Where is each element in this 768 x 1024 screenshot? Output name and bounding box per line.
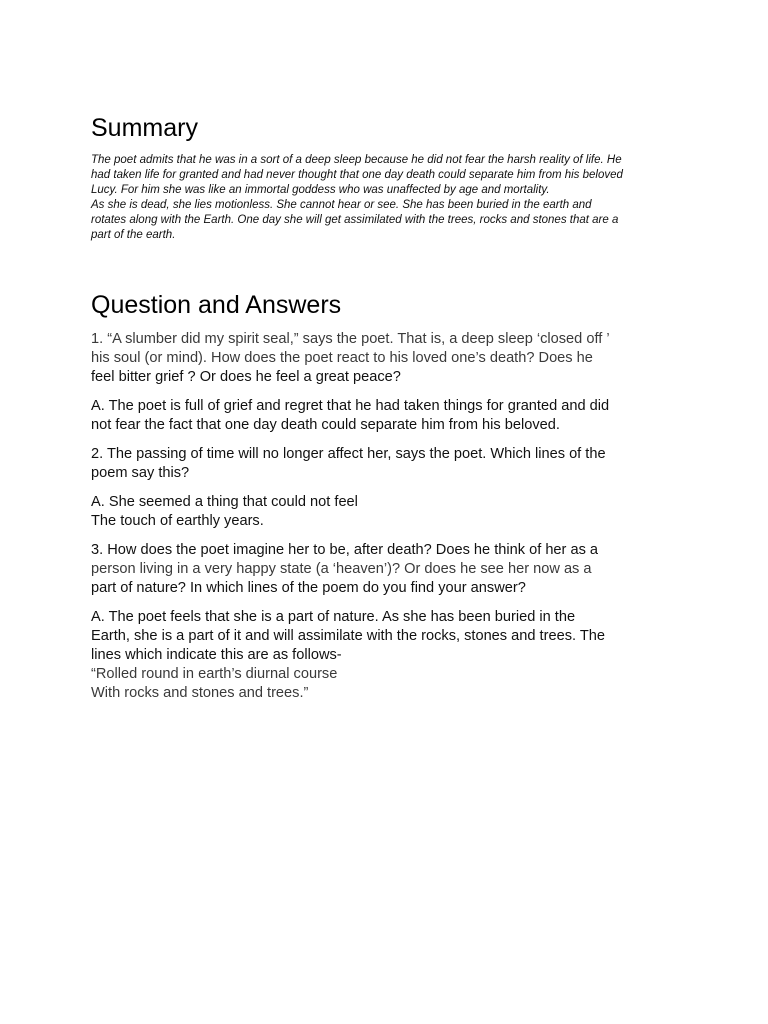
answer-1-line: not fear the fact that one day death could separate him from his beloved. bbox=[91, 417, 560, 433]
question-3-line: person living in a very happy state (a ‘heaven’)? Or does he see her now as a bbox=[91, 561, 592, 577]
question-3-line: 3. How does the poet imagine her to be, after death? Does he think of her as a bbox=[91, 542, 599, 558]
question-2 bbox=[91, 445, 681, 483]
question-2-line: 2. The passing of time will no longer affect her, says the poet. Which lines of the bbox=[91, 446, 606, 462]
answer-3-quote-line: “Rolled round in earth’s diurnal course bbox=[91, 666, 338, 682]
summary-line: part of the earth. bbox=[91, 229, 176, 241]
summary-heading: Summary bbox=[91, 114, 198, 142]
answer-1-line: A. The poet is full of grief and regret that he had taken things for granted and did bbox=[91, 398, 610, 414]
question-1-line: feel bitter grief ? Or does he feel a great peace? bbox=[91, 369, 401, 385]
answer-1 bbox=[91, 397, 681, 435]
summary-line: had taken life for granted and had never thought that one day death could separate him from his beloved bbox=[91, 169, 623, 181]
question-3 bbox=[91, 541, 681, 598]
summary-paragraph bbox=[91, 153, 681, 243]
answer-2 bbox=[91, 493, 681, 531]
answer-3-line: lines which indicate this are as follows- bbox=[91, 647, 342, 663]
answer-3 bbox=[91, 608, 681, 703]
question-3-line: part of nature? In which lines of the poem do you find your answer? bbox=[91, 580, 526, 596]
document-page bbox=[91, 112, 681, 713]
question-2-line: poem say this? bbox=[91, 465, 190, 481]
answer-3-quote-line: With rocks and stones and trees.” bbox=[91, 685, 309, 701]
question-1-line: 1. “A slumber did my spirit seal,” says the poet. That is, a deep sleep ‘closed off ’ bbox=[91, 331, 610, 347]
answer-2-line: The touch of earthly years. bbox=[91, 513, 264, 529]
answer-2-line: A. She seemed a thing that could not feel bbox=[91, 494, 358, 510]
answer-3-line: A. The poet feels that she is a part of nature. As she has been buried in the bbox=[91, 609, 576, 625]
summary-line: As she is dead, she lies motionless. She cannot hear or see. She has been buried in the earth and bbox=[91, 199, 592, 211]
answer-3-line: Earth, she is a part of it and will assimilate with the rocks, stones and trees. The bbox=[91, 628, 605, 644]
summary-line: Lucy. For him she was like an immortal goddess who was unaffected by age and mortality. bbox=[91, 184, 550, 196]
question-1-line: his soul (or mind). How does the poet react to his loved one’s death? Does he bbox=[91, 350, 593, 366]
summary-line: rotates along with the Earth. One day she will get assimilated with the trees, rocks and stones that are a bbox=[91, 214, 619, 226]
summary-line: The poet admits that he was in a sort of a deep sleep because he did not fear the harsh reality of life. He bbox=[91, 154, 622, 166]
question-1 bbox=[91, 330, 681, 387]
qa-heading: Question and Answers bbox=[91, 291, 342, 319]
